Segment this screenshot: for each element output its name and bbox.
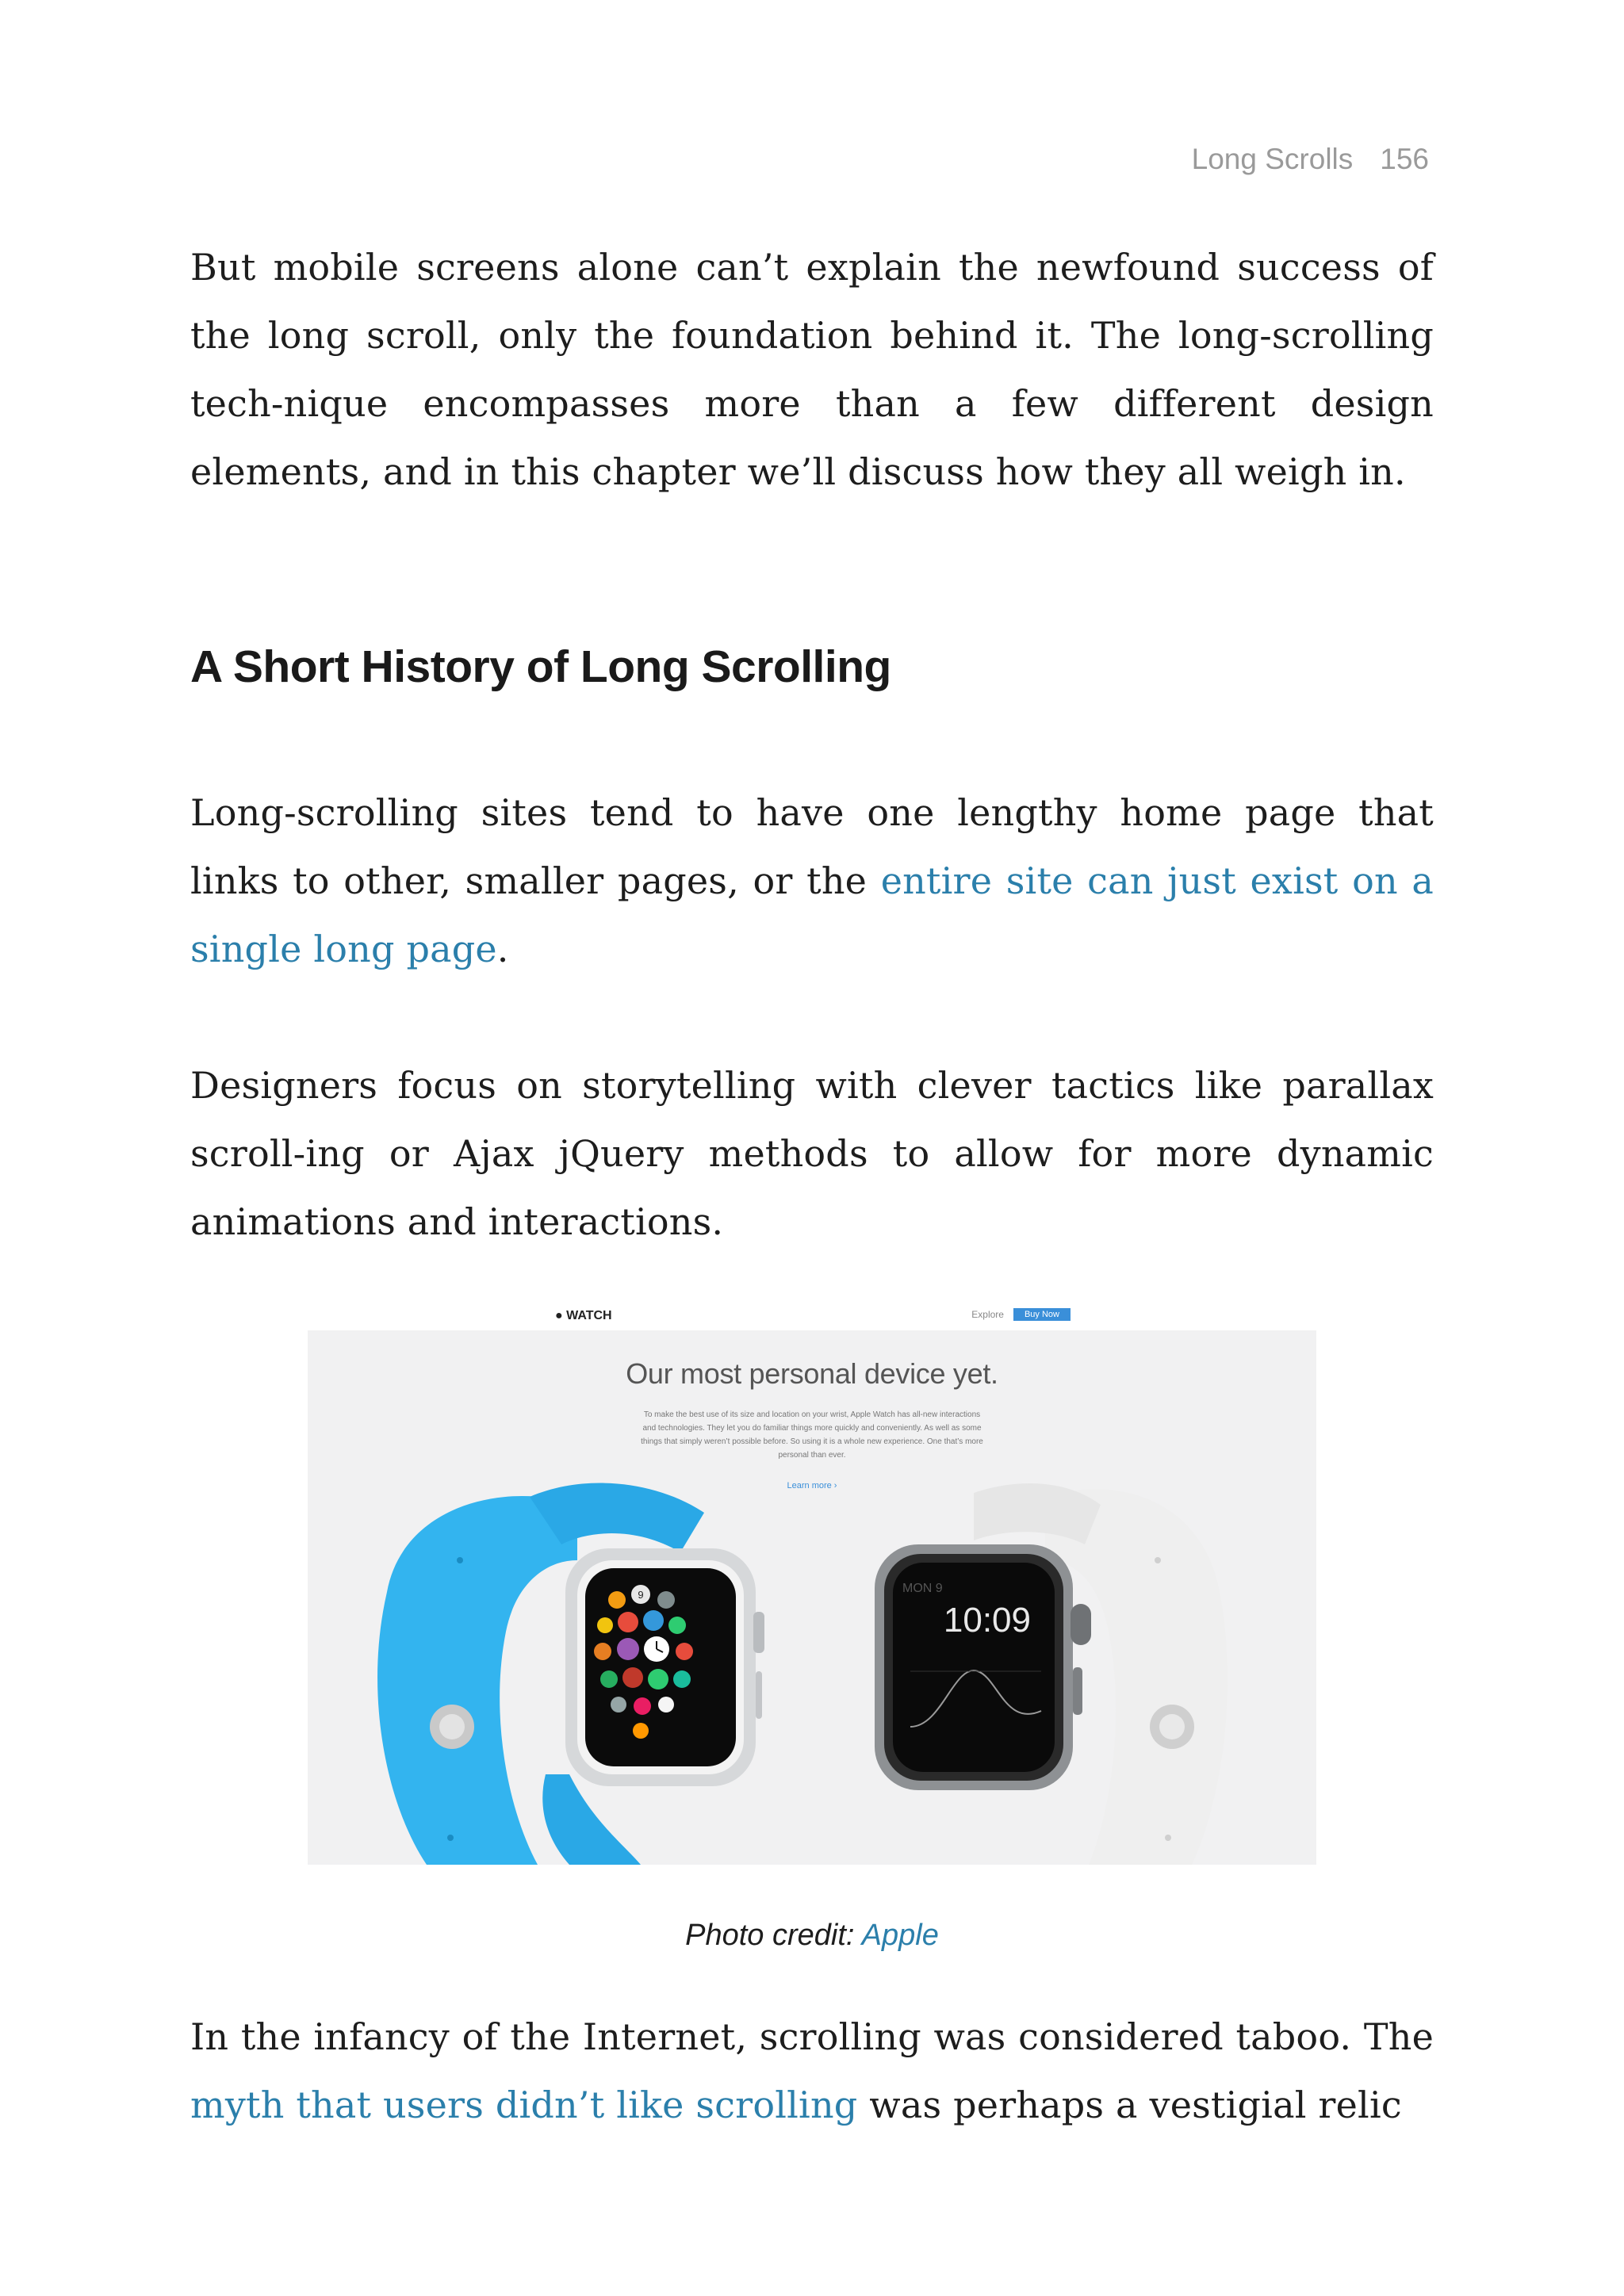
blue-band-bottom: [542, 1774, 641, 1865]
steel-crown: [1071, 1604, 1091, 1645]
white-watch: [875, 1483, 1228, 1865]
page-number: 156: [1380, 143, 1429, 175]
apple-credit-link[interactable]: Apple: [861, 1919, 939, 1952]
figure-panel: [308, 1330, 1316, 1865]
paragraph-designers: Designers focus on storytelling with clever tactics like parallax scroll-ing or Ajax jQuery methods to allow for more dynamic animations and interactions.: [190, 1064, 1434, 1243]
section-title: Long Scrolls: [1191, 143, 1354, 175]
watch-logo: [555, 1309, 612, 1323]
paragraph-text: In the infancy of the Internet, scrolling was considered taboo. The: [190, 2015, 1434, 2058]
scrolling-myth-link[interactable]: myth that users didn’t like scrolling: [190, 2084, 858, 2126]
apple-logo-icon: ●: [555, 1309, 563, 1322]
explore-link: Explore: [971, 1309, 1004, 1320]
photo-caption: [0, 1919, 1624, 1953]
paragraph-text: was perhaps a vestigial relic: [857, 2084, 1402, 2126]
figure-description: To make the best use of its size and location on your wrist, Apple Watch has all-new interactions and technologies. They let you do familiar things more quickly and conveniently. As well as some things that simply weren’t possible before. So using it is a whole new experience. One that’s more personal than ever.: [641, 1410, 983, 1460]
watch-logo-text: WATCH: [566, 1309, 612, 1322]
paragraph-text: .: [496, 928, 509, 970]
watch-date: MON 9: [902, 1582, 943, 1595]
paragraph-internet-infancy: [190, 2003, 1434, 2139]
watch-time: 10:09: [943, 1601, 1031, 1640]
section-heading: A Short History of Long Scrolling: [190, 641, 891, 692]
paragraph-text: Long-scrolling sites tend to have one lengthy home page that links to other, smaller pages, or the: [190, 791, 1434, 902]
calendar-badge: 9: [638, 1589, 644, 1601]
single-page-link[interactable]: entire site can just exist on a single long page: [190, 859, 1434, 970]
paragraph-long-scrolling-sites: [190, 779, 1434, 983]
silver-crown: [753, 1612, 764, 1653]
figure-title: Our most personal device yet.: [626, 1357, 998, 1390]
caption-prefix: Photo credit:: [685, 1919, 862, 1952]
learn-more-link: Learn more ›: [787, 1481, 837, 1490]
running-head: [1192, 143, 1429, 176]
apple-watch-figure: [308, 1300, 1316, 1865]
figure-nav-bar: [308, 1300, 1316, 1330]
buy-now-button: Buy Now: [1013, 1308, 1071, 1321]
blue-watch: [377, 1483, 764, 1865]
paragraph-intro: But mobile screens alone can’t explain the newfound success of the long scroll, only the foundation behind it. The long-scrolling tech-nique encompasses more than a few different design elements, and in this chapter we’ll discuss how they all weigh in.: [190, 246, 1434, 493]
figure-nav-right: [971, 1308, 1071, 1321]
